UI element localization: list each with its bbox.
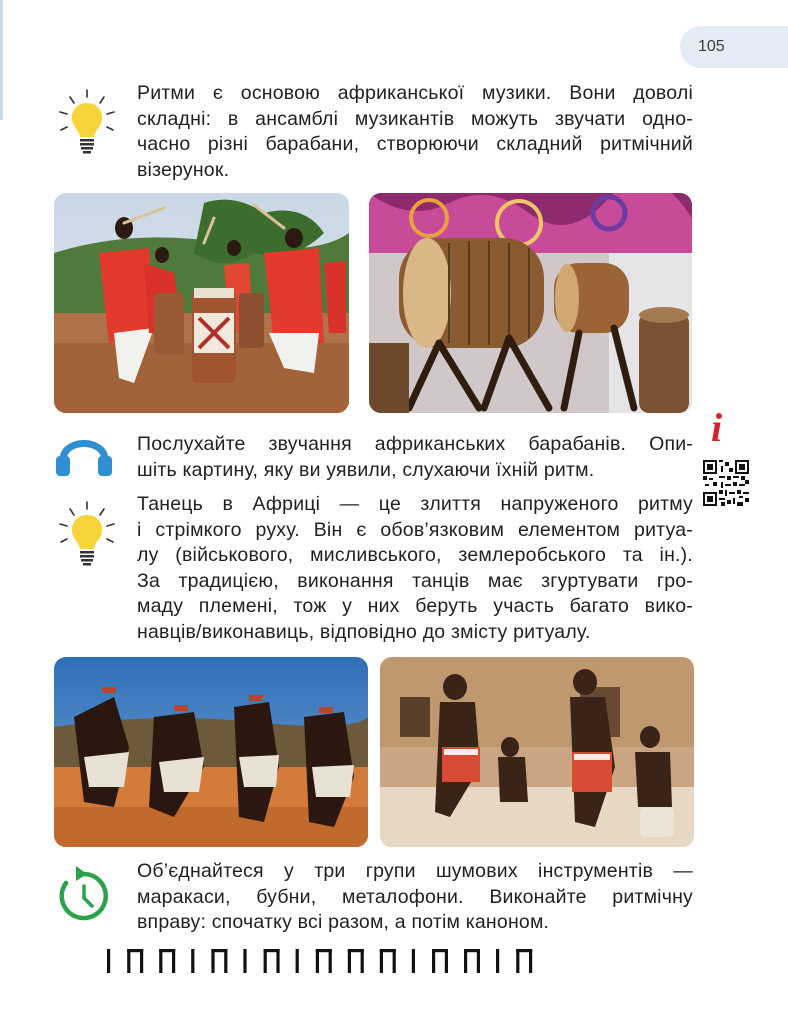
text-line: Послухайте звучання африканських барабанів. Опи- bbox=[137, 433, 693, 455]
rhythm-eighth-pair bbox=[264, 949, 280, 973]
rhythm-eighth-pair bbox=[316, 949, 332, 973]
photo-warrior-dancers bbox=[54, 657, 368, 847]
rhythm-eighth-pair bbox=[211, 949, 227, 973]
stopwatch-icon bbox=[56, 862, 112, 929]
info-marker[interactable]: i bbox=[711, 405, 723, 450]
paragraph-listen bbox=[137, 432, 693, 483]
text-line: Об’єднайтеся у три групи шумових інструментів — bbox=[137, 860, 693, 882]
photo-african-drums bbox=[369, 193, 692, 413]
rhythm-notation bbox=[105, 946, 635, 976]
rhythm-quarter-note bbox=[496, 949, 499, 973]
headphones-icon bbox=[54, 430, 114, 483]
text-line: навців/виконавиць, відповідно до змісту ритуалу. bbox=[137, 620, 591, 643]
paragraph-dance bbox=[137, 492, 693, 645]
rhythm-eighth-pair bbox=[159, 949, 175, 973]
page-number: 105 bbox=[698, 38, 725, 55]
rhythm-eighth-pair bbox=[516, 949, 532, 973]
lightbulb-icon bbox=[56, 500, 118, 577]
photo-village-dance bbox=[380, 657, 694, 847]
text-line: і стрімкого руху. Він є обов’язковим елементом ритуа- bbox=[137, 518, 693, 541]
text-line: лу (військового, мисливського, землеробського та ін.). bbox=[137, 544, 693, 566]
rhythm-quarter-note bbox=[191, 949, 194, 973]
text-line: За традицією, виконання танців має згуртувати гро- bbox=[137, 569, 693, 592]
rhythm-eighth-pair bbox=[348, 949, 364, 973]
text-line: візерунок. bbox=[137, 158, 230, 181]
rhythm-quarter-note bbox=[412, 949, 415, 973]
page-number-tab bbox=[680, 26, 788, 68]
lightbulb-icon bbox=[56, 88, 118, 165]
text-line: вправу: спочатку всі разом, а потім каноном. bbox=[137, 911, 550, 933]
paragraph-exercise bbox=[137, 859, 693, 936]
page-edge-stripe bbox=[0, 0, 3, 120]
rhythm-eighth-pair bbox=[127, 949, 143, 973]
rhythm-eighth-pair bbox=[432, 949, 448, 973]
photo-drummers-dancing bbox=[54, 193, 349, 413]
text-line: часно різні барабани, створюючи складний ритмічний bbox=[137, 133, 693, 155]
text-line: Ритми є основою африканської музики. Вони доволі bbox=[137, 82, 693, 104]
rhythm-eighth-pair bbox=[380, 949, 396, 973]
rhythm-quarter-note bbox=[243, 949, 246, 973]
rhythm-quarter-note bbox=[296, 949, 299, 973]
text-line: складні: в ансамблі музикантів можуть звучати одно- bbox=[137, 107, 693, 130]
paragraph-rhythms bbox=[137, 81, 693, 183]
qr-code-icon[interactable] bbox=[703, 460, 749, 511]
rhythm-eighth-pair bbox=[464, 949, 480, 973]
text-line: шіть картину, яку ви уявили, слухаючи їхній ритм. bbox=[137, 458, 595, 481]
rhythm-quarter-note bbox=[107, 949, 110, 973]
text-line: маракаси, бубни, металофони. Виконайте ритмічну bbox=[137, 885, 693, 908]
text-line: маду племені, тож у них беруть участь багато вико- bbox=[137, 595, 693, 617]
text-line: Танець в Африці — це злиття напруженого ритму bbox=[137, 493, 693, 515]
